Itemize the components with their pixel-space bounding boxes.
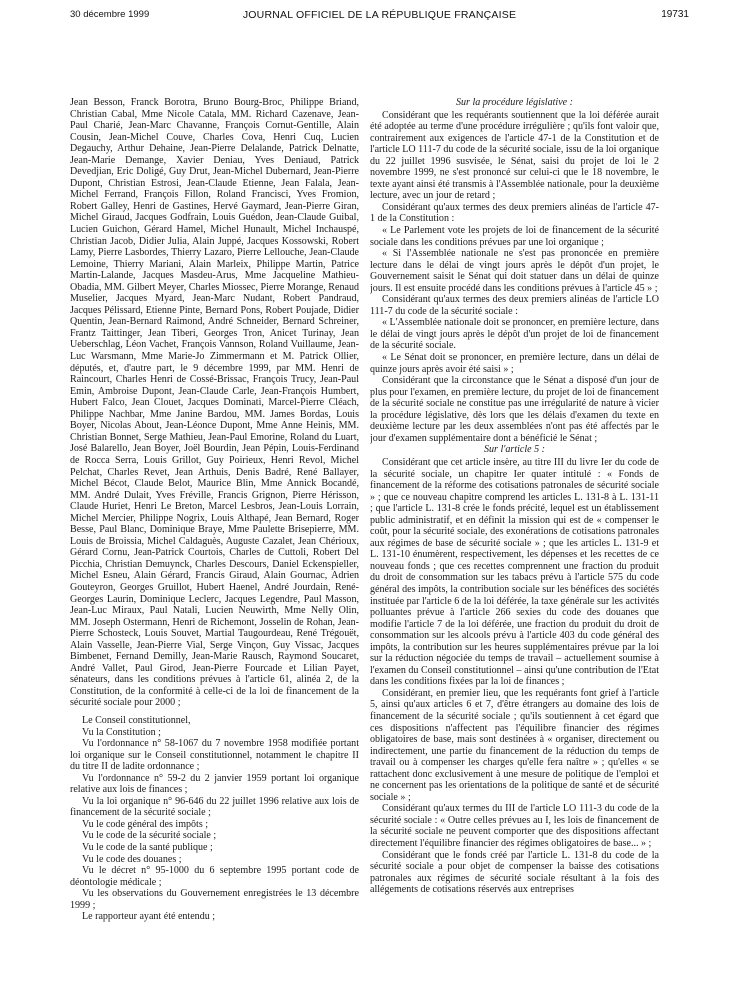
section-heading-article-5: Sur l'article 5 : [483,444,546,456]
decision-line: Vu la Constitution ; [82,726,161,738]
paragraph: Considérant que la circonstance que le Sénat a disposé d'un jour de plus pour l'examen, en première lecture, du projet de loi de financement de la sécurité sociale ne constitue pas une irrégularité de nature à vicier la procédure législative, dès lors que les délais d'examen du texte en deuxième lecture par les deux assemblées n'ont pas été affectés par le jour d'examen supplémentaire dont a bénéficié le Sénat ; [370,375,659,444]
header-date: 30 décembre 1999 [70,9,150,20]
decision-line: Le rapporteur ayant été entendu ; [82,911,216,923]
paragraph: Considérant que les requérants soutiennent que la loi déférée aurait été adoptée au terme d'une procédure irrégulière ; qu'ils font valoir que, contrairement aux exigences de l'article 47-1 de la Constitution et de l'article LO 111-7 du code de la sécurité sociale, issu de la loi organique du 22 juillet 1996 susvisée, le Sénat, saisi du projet de loi le 2 novembre 1999, ne s'est prononcé sur celui-ci que le 18 novembre, le texte ayant ainsi été transmis à l'Assemblée nationale, pour la deuxième lecture, avec un jour de retard ; [370,109,659,202]
section-heading-procedure: Sur la procédure législative : [455,97,573,108]
decision-line: Vu le code général des impôts ; [82,818,209,830]
signatories-paragraph: Jean Besson, Franck Borotra, Bruno Bourg-Broc, Philippe Briand, Christian Cabal, Mme Nicole Catala, MM. Richard Cazenave, Jean-Paul Charié, Jean-Marc Chavanne, François Cornut-Gentille, Alain Cousin, Jean-Michel Couve, Charles Cova, Henri Cuq, Lucien Degauchy, Arthur Dehaine, Jean-Pierre Delalande, Patrick Delnatte, Jean-Marie Demange, Xavier Deniau, Yves Deniaud, Patrick Devedjian, Eric Doligé, Guy Drut, Jean-Michel Dubernard, Jean-Pierre Dupont, Christian Estrosi, Jean-Claude Etienne, Jean Falala, Jean-Michel Ferrand, François Fillon, Roland Francisci, Yves Fromion, Robert Galley, Henri de Gastines, Hervé Gaymard, Jean-Pierre Giran, Michel Giraud, Jacques Godfrain, Louis Guédon, Jean-Claude Guibal, Lucien Guichon, Gérard Hamel, Michel Hunault, Michel Inchauspé, Christian Jacob, Didier Julia, Alain Juppé, Jacques Kossowski, Robert Lamy, Pierre Lasbordes, Thierry Lazaro, Pierre Lellouche, Jean-Claude Lemoine, Thierry Mariani, Alain Marleix, Philippe Martin, Patrice Martin-Lalande, Jacques Masdeu-Arus, Mme Jacqueline Mathieu-Obadia, MM. Gilbert Meyer, Charles Miossec, Pierre Morange, Renaud Muselier, Jacques Myard, Jean-Marc Nudant, Robert Pandraud, Jacques Pélissard, Etienne Pinte, Bernard Pons, Robert Poujade, Didier Quentin, Jean-Bernard Raimond, André Schneider, Bernard Schreiner, Frantz Taittinger, Jean Tiberi, Georges Tron, Anicet Turinay, Jean Ueberschlag, Léon Vachet, François Vannson, Roland Vuillaume, Jean-Luc Warsmann, Mme Marie-Jo Zimmermann et M. Patrick Ollier, députés, et, d'autre part, le 9 décembre 1999, par MM. Henri de Raincourt, Charles Henri de Cossé-Brissac, François Trucy, Jean-Paul Emin, Ambroise Dupont, Jean-Claude Carle, Jean-François Humbert, Hubert Falco, Jean Clouet, Jacques Dominati, Marcel-Pierre Cléach, Philippe Nachbar, Mme Janine Bardou, MM. James Bordas, Louis Boyer, Nicolas About, Jean-Léonce Dupont, Mme Anne Heinis, MM. Christian Bonnet, Serge Mathieu, Jean-Paul Emorine, Roland du Luart, José Balarello, Jean Boyer, Joël Bourdin, Jean Pépin, Louis-Ferdinand de Rocca Serra, Louis Grillot, Guy Poirieux, Henri Revol, Michel Pelchat, Charles Revet, Jean Arthuis, Denis Badré, René Ballayer, Michel Bécot, Claude Belot, Maurice Blin, Mme Annick Bocandé, MM. André Dulait, Yves Fréville, Francis Grignon, Pierre Hérisson, Claude Huriet, Henri Le Breton, Marcel Lesbros, Jean-Louis Lorrain, Michel Mercier, Philippe Nogrix, Louis Althapé, Jean Bernard, Roger Besse, Paul Blanc, Dominique Braye, Mme Paulette Brisepierre, MM. Louis de Broissia, Michel Caldaguès, Auguste Cazalet, Jean Chérioux, Gérard Cornu, Jean-Patrick Courtois, Charles de Cuttoli, Robert Del Picchia, Christian Demuynck, Charles Descours, Daniel Eckenspieller, Michel Esneu, Alain Gérard, Francis Giraud, Alain Gournac, Adrien Gouteyron, Georges Gruillot, Hubert Haenel, André Jourdain, René-Georges Laurin, Dominique Leclerc, Jacques Legendre, Paul Masson, Jean-Luc Miraux, Paul Natali, Lucien Neuwirth, Mme Nelly Olin, MM. Joseph Ostermann, Henri de Richemont, Josselin de Rohan, Jean-Pierre Schosteck, Louis Souvet, Martial Taugourdeau, René Trégouët, Alain Vasselle, Jean-Pierre Vial, Serge Vinçon, Guy Vissac, Jacques Bimbenet, Fernand Demilly, Jean-Marie Rausch, Raymond Soucaret, André Vallet, Paul Girod, Jean-Pierre Fourcade et Lilian Payet, sénateurs, dans les conditions prévues à l'article 61, alinéa 2, de la Constitution, de la conformité à celle-ci de la loi de financement de la sécurité sociale pour 2000 ; [70,97,359,709]
left-column [70,97,359,987]
decision-line: Vu l'ordonnance n° 58-1067 du 7 novembre 1958 modifiée portant loi organique sur le Conseil constitutionnel, notamment le chapitre II du titre II de ladite ordonnance ; [70,738,359,773]
paragraph: « Le Parlement vote les projets de loi de financement de la sécurité sociale dans les conditions prévues par une loi organique ; [370,225,659,248]
paragraph: Considérant que cet article insère, au titre III du livre Ier du code de la sécurité sociale, un chapitre Ier quater intitulé : « Fonds de financement de la réforme des cotisations patronales de sécurité sociale » ; que ce nouveau chapitre comprend les articles L. 131-8 à L. 131-11 ; que l'article L. 131-8 crée le fonds précité, lequel est un établissement public administratif, et en définit la mission qui est de « compenser le coût, pour la sécurité sociale, des exonérations de cotisations patronales aux régimes de base de sécurité sociale » ; que les articles L. 131-9 et L. 131-10 énumèrent, respectivement, les dépenses et les recettes de ce nouveau fonds ; que ces recettes comprennent une fraction du produit du droit de consommation sur les tabacs prévu à l'article 575 du code général des impôts, la contribution sociale sur les bénéfices des sociétés instituée par l'article 6 de la loi déférée, la taxe générale sur les activités polluantes prévue à l'article 266 sexies du code des douanes que modifie l'article 7 de la loi déférée, une fraction du produit du droit de consommation sur les alcools prévu à l'article 403 du code général des impôts, la contribution sur les heures supplémentaires prévue par la loi sur la réduction négociée du temps de travail – actuellement soumise à l'examen du Conseil constitutionnel – ainsi qu'une contribution de l'Etat dans les conditions fixées par la loi de finances ; [370,456,659,688]
decision-line: Vu le code de la sécurité sociale ; [82,830,217,842]
paragraph: « Le Sénat doit se prononcer, en première lecture, dans un délai de quinze jours après avoir été saisi » ; [370,352,659,375]
decision-line: Vu le code de la santé publique ; [82,842,213,853]
paragraph: « L'Assemblée nationale doit se prononcer, en première lecture, dans le délai de vingt jours après le dépôt d'un projet de loi de financement de la sécurité sociale. [370,317,659,352]
paragraph: Considérant que le fonds créé par l'article L. 131-8 du code de la sécurité sociale a pour objet de compenser la baisse des cotisations patronales aux régimes de sécurité sociale résultant à la fois des allégements de cotisations réservés aux entreprises [370,849,659,896]
decision-line: Vu la loi organique n° 96-646 du 22 juillet 1996 relative aux lois de financement de la sécurité sociale ; [70,795,359,819]
paragraph: Considérant qu'aux termes des deux premiers alinéas de l'article LO 111-7 du code de la sécurité sociale : [370,294,659,317]
right-column [370,97,659,987]
decision-line: Le Conseil constitutionnel, [82,714,191,726]
decision-line: Vu le code des douanes ; [82,853,182,865]
page-header [70,9,689,25]
paragraph: « Si l'Assemblée nationale ne s'est pas prononcée en première lecture dans le délai de vingt jours après le dépôt d'un projet, le Gouvernement saisit le Sénat qui doit statuer dans un délai de quinze jours. Il est ensuite procédé dans les conditions prévues à l'article 45 » ; [370,248,659,294]
header-page-number: 19731 [661,9,689,20]
paragraph: Considérant qu'aux termes du III de l'article LO 111-3 du code de la sécurité sociale : « Outre celles prévues au I, les lois de financement de la sécurité sociale ne peuvent comporter que des dispositions affectant directement l'équilibre financier des régimes obligatoires de base... » ; [370,803,659,849]
decision-line: Vu l'ordonnance n° 59-2 du 2 janvier 1959 portant loi organique relative aux lois de finances ; [70,772,359,796]
decision-line: Vu le décret n° 95-1000 du 6 septembre 1995 portant code de déontologie médicale ; [70,865,359,888]
header-journal-title: JOURNAL OFFICIEL DE LA RÉPUBLIQUE FRANÇAISE [242,9,517,21]
paragraph: Considérant, en premier lieu, que les requérants font grief à l'article 5, ainsi qu'aux articles 6 et 7, d'être étrangers au domaine des lois de financement de la sécurité sociale ; qu'ils soutiennent à cet égard que ces dispositions n'affectent pas l'équilibre financier des régimes obligatoires de base, mais sont destinées à « organiser, directement ou indirectement, une partie du financement de la réduction du temps de travail ou à compenser les charges qu'elle fera naître » ; qu'elles « se rattachent donc exclusivement à une mesure de politique de l'emploi et ne concernent pas les orientations de la politique de santé et de sécurité sociale » ; [370,687,659,803]
paragraph: Considérant qu'aux termes des deux premiers alinéas de l'article 47-1 de la Constitution : [370,201,659,225]
decision-line: Vu les observations du Gouvernement enregistrées le 13 décembre 1999 ; [70,888,359,911]
